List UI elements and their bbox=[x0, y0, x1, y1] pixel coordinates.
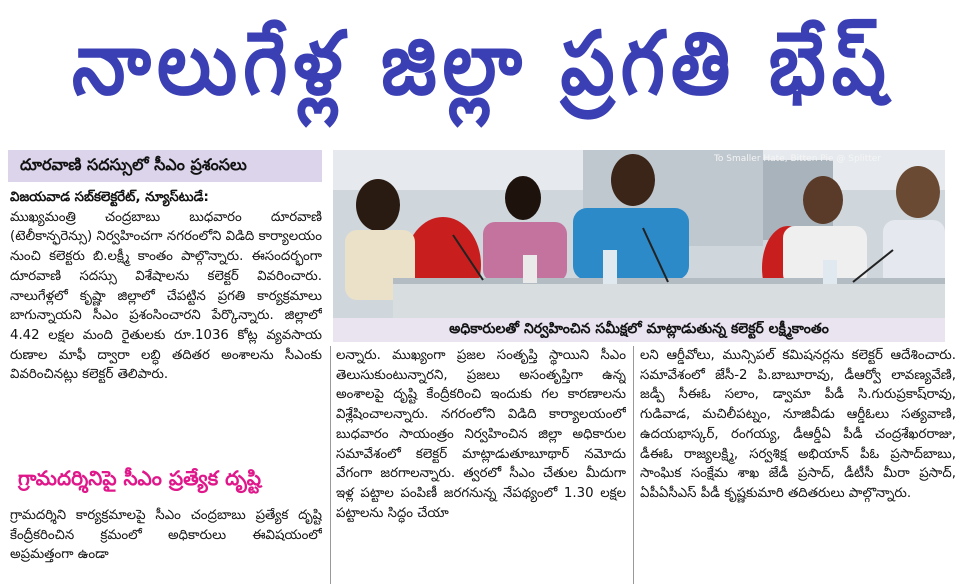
article-text-1: ముఖ్యమంత్రి చంద్రబాబు బుధవారం దూరవాణి (టెలీకాన్ఫరెన్సు) నిర్వహించగా నగరంలోని విడిది కార్యాలయం నుంచి కలెక్టరు బి.లక్ష్మీ కాంతం పాల్గొన్నారు. ఈసందర్భంగా దూరవాణి సదస్సు విశేషాలను కలెక్టర్ వివరించారు. నాలుగేళ్లలో కృష్ణా జిల్లాలో చేపట్టిన ప్రగతి కార్యక్రమాలు బాగున్నాయని సీఎం ప్రశంసించారని పేర్కొన్నారు. జిల్లాలో 4.42 లక్షల మంది రైతులకు రూ.1036 కోట్ల వ్యవసాయ రుణాల మాఫీ ద్వారా లబ్ధి తదితర అంశాలను సీఎంకు వివరించినట్లు కలెక్టర్ తెలిపారు. bbox=[10, 209, 322, 383]
subheadline-2: గ్రామదర్శినిపై సీఎం ప్రత్యేక దృష్టి bbox=[18, 465, 261, 490]
article-text-3: లని ఆర్డీవోలు, మున్సిపల్ కమిషనర్లను కలెక్టర్ ఆదేశించారు. సమావేశంలో జేసీ-2 పి.బాబూరావు, డీఆర్వో లావణ్యవేణి, జడ్పీ సీఈఓ సలాం, డ్వామా పీడీ సి.గురుప్రకాష్‌రావు, గుడివాడ, మచిలీపట్నం, నూజివీడు ఆర్డీఓలు సత్యవాణి, ఉదయభాస్కర్, రంగయ్య, డీఆర్డీఏ పీడీ చంద్రశేఖరరాజు, డీఈఓ రాజ్యలక్ష్మి, సర్వశిక్ష అభియాన్ పీఓ ప్రసాద్‌బాబు, సాంఘిక సంక్షేమ శాఖ జేడీ ప్రసాద్, డీటీసీ మీరా ప్రసాద్, ఏపీఏసీఎస్ పీడీ కృష్ణకుమారి తదితరులు పాల్గొన్నారు. bbox=[640, 348, 956, 501]
article-text-2: లన్నారు. ముఖ్యంగా ప్రజల సంతృప్తి స్థాయిని సీఎం తెలుసుకుంటున్నారని, ప్రజలు అసంతృప్తిగా ఉన్న అంశాలపై దృష్టి కేంద్రీకరించి ఇందుకు గల కారణాలను విశ్లేషించాలన్నారు. నగరంలోని విడిది కార్యాలయంలో బుధవారం సాయంత్రం నిర్వహించిన జిల్లా అధికారుల సమావేశంలో కలెక్టర్ మాట్లాడుతూబూథార్ నమోదు వేగంగా జరగాలన్నారు. త్వరలో సీఎం చేతుల మీదుగా ఇళ్ల పట్టాల పంపిణీ జరగనున్న నేపథ్యంలో 1.30 లక్షల పట్టాలను సిద్ధం చేయా bbox=[336, 348, 626, 521]
dateline: విజయవాడ సబ్‌కలెక్టరేట్, న్యూస్‌టుడే: bbox=[10, 190, 209, 205]
news-photo bbox=[333, 150, 945, 318]
article-column-1 bbox=[10, 188, 322, 448]
subheadline: దూరవాణి సదస్సులో సీఎం ప్రశంసలు bbox=[8, 150, 322, 182]
photo-caption: అధికారులతో నిర్వహించిన సమీక్షలో మాట్లాడుతున్న కలెక్టర్ లక్ష్మీకాంతం bbox=[333, 318, 945, 342]
article-column-3 bbox=[640, 346, 956, 584]
photo-credit: To Smaller Hate, Bitten Pie @ Splitter bbox=[713, 154, 881, 164]
article-text-1b: గ్రామదర్శిని కార్యక్రమాలపై సీఎం చంద్రబాబు ప్రత్యేక దృష్టి కేంద్రీకరించిన క్రమంలో అధికారులు ఈవిషయంలో అప్రమత్తంగా ఉండా bbox=[10, 508, 322, 563]
headline: నాలుగేళ్ల జిల్లా ప్రగతి భేష్ bbox=[72, 11, 892, 115]
column-divider bbox=[633, 346, 634, 584]
photo-illustration bbox=[333, 150, 945, 318]
article-column-1b bbox=[10, 506, 322, 584]
article-column-2 bbox=[336, 346, 626, 584]
column-divider bbox=[330, 346, 331, 584]
